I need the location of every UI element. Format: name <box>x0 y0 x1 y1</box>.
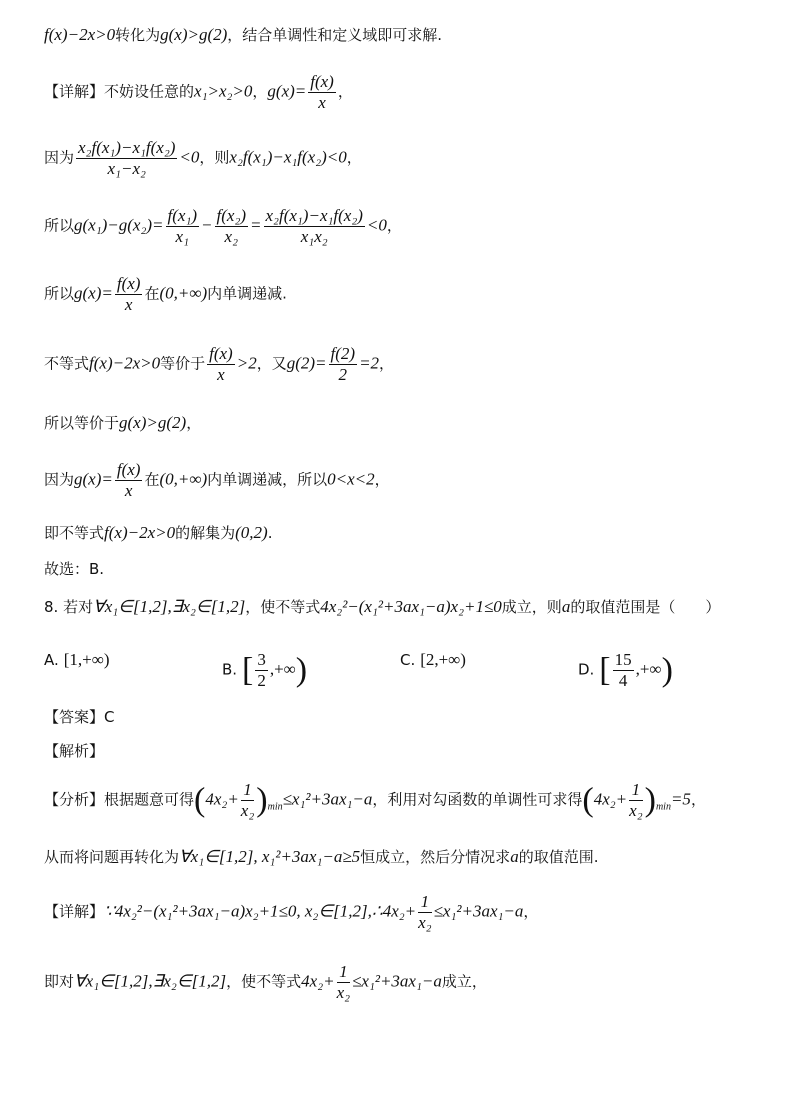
math-expr: g(x)= <box>74 283 113 303</box>
math-expr: − <box>201 215 213 235</box>
analysis-label: 【解析】 <box>44 742 105 760</box>
math-expr: =5 <box>670 789 691 809</box>
fraction-numerator: 15 <box>614 650 632 669</box>
text: 即不等式 <box>44 524 105 542</box>
fraction-numerator: f(x) <box>209 344 233 363</box>
fraction-denominator: x₁x₂ <box>300 227 328 246</box>
fraction-numerator: f(2) <box>330 344 356 363</box>
math-expr: g(x)>g(2) <box>119 413 187 432</box>
text: 所以 <box>44 284 75 303</box>
bracket-open: [ <box>242 651 254 689</box>
text: 不等式 <box>44 354 90 373</box>
fraction-numerator: f(x) <box>116 460 141 479</box>
fraction-numerator: 1 <box>337 962 350 983</box>
answer-label: 【答案】C <box>44 708 115 726</box>
question-8 <box>44 596 720 617</box>
option-c <box>400 650 466 670</box>
paren-open: ( <box>582 781 594 819</box>
label-detail: 【详解】 <box>44 82 105 101</box>
fraction-numerator: x₂f(x₁)−x₁f(x₂) <box>78 138 176 157</box>
text: ， <box>186 414 202 432</box>
math-expr: = <box>250 215 262 235</box>
math-expr: g(x)>g(2) <box>160 25 228 44</box>
text: ，则 <box>199 148 230 167</box>
text: . <box>267 524 273 542</box>
fraction <box>241 780 254 821</box>
math-expr: 4x₂²−(x₁²+3ax₁−a)x₂+1≤0 <box>320 597 502 616</box>
text: ， <box>337 82 353 101</box>
fraction-numerator: 1 <box>241 780 254 801</box>
paren-close: ) <box>256 781 268 819</box>
fraction-numerator: f(x) <box>116 274 141 293</box>
text: 成立，则 <box>501 598 562 616</box>
math-expr: ∀x₁∈[1,2],∃x₂∈[1,2] <box>93 597 246 616</box>
line-4 <box>44 206 402 247</box>
line-9 <box>44 522 272 543</box>
fraction-numerator: f(x) <box>310 72 334 91</box>
fraction <box>115 274 143 315</box>
fraction <box>629 780 642 821</box>
line-3 <box>44 138 362 179</box>
line-2 <box>44 72 353 113</box>
fraction <box>255 650 268 691</box>
fraction <box>207 344 235 385</box>
analysis-line <box>44 740 104 761</box>
math-expr: f(x)−2x>0 <box>89 353 161 373</box>
label-analysis: 【分析】 <box>44 790 105 809</box>
text: ，结合单调性和定义域即可求解. <box>227 26 443 44</box>
text: 因为 <box>44 470 75 489</box>
paren-close: ) <box>661 651 673 689</box>
text: 内单调递减. <box>207 284 287 303</box>
option-suffix: ,+∞ <box>269 659 296 679</box>
fraction-numerator: 1 <box>418 892 431 913</box>
math-expr: g(x₁)−g(x₂)= <box>74 215 164 235</box>
fraction-denominator: 2 <box>338 365 348 384</box>
subscript-min: min <box>267 801 283 813</box>
option-key: A. <box>44 651 59 669</box>
fraction-denominator: x₁ <box>175 227 189 246</box>
question-text: 8. 若对 <box>44 598 94 616</box>
text: 因为 <box>44 148 75 167</box>
option-a <box>44 650 109 670</box>
line-14 <box>44 780 706 821</box>
text: 所以 <box>44 216 75 235</box>
math-expr: 0<x<2 <box>327 469 375 489</box>
text: 等价于 <box>160 354 206 373</box>
fraction-denominator: 2 <box>257 671 266 690</box>
text: ，使不等式 <box>226 972 302 991</box>
line-8 <box>44 460 390 501</box>
line-5 <box>44 274 287 315</box>
fraction <box>166 206 200 247</box>
math-expr: a <box>561 597 571 616</box>
text: ， <box>386 216 402 235</box>
math-expr: (0,+∞) <box>159 469 208 489</box>
math-expr: >2 <box>236 353 257 373</box>
text: 内单调递减，所以 <box>207 470 328 489</box>
fraction-numerator: f(x₁) <box>167 206 198 225</box>
math-expr: ≤x₁²+3ax₁−a <box>282 789 373 809</box>
math-expr: ≤x₁²+3ax₁−a <box>352 971 442 991</box>
line-7 <box>44 412 201 433</box>
math-expr: ≤x₁²+3ax₁−a <box>433 901 524 921</box>
fraction-denominator: x₂ <box>629 801 643 820</box>
fraction-denominator: x <box>318 93 326 112</box>
math-expr: <0 <box>366 215 387 235</box>
text: ，利用对勾函数的单调性可求得 <box>372 790 583 809</box>
text: 恒成立，然后分情况求 <box>360 848 511 866</box>
subscript-min: min <box>655 801 671 813</box>
math-expr: <0 <box>179 147 200 167</box>
math-expr: ∀x₁∈[1,2],∃x₂∈[1,2] <box>74 971 227 991</box>
math-expr: f(x)−2x>0 <box>44 25 116 44</box>
fraction-numerator: 1 <box>629 780 642 801</box>
fraction <box>215 206 249 247</box>
fraction <box>337 962 350 1003</box>
text: 在 <box>144 284 160 303</box>
paren-open: ( <box>194 781 206 819</box>
text: 根据题意可得 <box>104 790 195 809</box>
fraction-denominator: x₂ <box>224 227 238 246</box>
fraction-denominator: x <box>124 481 133 500</box>
text: ，使不等式 <box>245 598 321 616</box>
fraction <box>418 892 431 933</box>
fraction-denominator: x₂ <box>336 983 351 1002</box>
paren-close: ) <box>644 781 656 819</box>
text: ， <box>374 470 390 489</box>
math-expr: f(x)−2x>0 <box>104 523 176 542</box>
fraction-numerator: x₂f(x₁)−x₁f(x₂) <box>265 206 363 225</box>
fraction <box>329 344 358 385</box>
text: 成立， <box>441 972 487 991</box>
fraction <box>115 460 143 501</box>
math-expr: x₂f(x₁)−x₁f(x₂)<0 <box>229 147 347 167</box>
option-key: D. <box>578 660 595 679</box>
math-expr: x₁>x₂>0 <box>194 81 253 101</box>
bracket-open: [ <box>599 651 611 689</box>
line-17 <box>44 962 487 1003</box>
text: ， <box>690 790 706 809</box>
paren-close: ) <box>295 651 308 689</box>
text: 在 <box>144 470 160 489</box>
math-expr: g(2)= <box>286 353 327 373</box>
math-expr: a <box>510 847 519 866</box>
text: ， <box>379 354 395 373</box>
text: 所以等价于 <box>44 414 120 432</box>
option-d <box>578 650 673 691</box>
line-15 <box>44 846 598 867</box>
option-key: B. <box>222 660 238 679</box>
fraction <box>613 650 634 691</box>
math-expr: 4x₂+ <box>593 789 628 809</box>
line-16 <box>44 892 538 933</box>
answer-line <box>44 706 114 727</box>
fraction-denominator: 4 <box>618 671 628 690</box>
math-expr: 4x₂+ <box>301 971 335 991</box>
fraction-numerator: f(x₂) <box>216 206 247 225</box>
fraction-denominator: x₁−x₂ <box>107 159 146 178</box>
text: 即对 <box>44 972 75 991</box>
text: 的取值范围是（ ） <box>570 598 721 616</box>
text: 转化为 <box>115 26 161 44</box>
option-b <box>222 650 307 691</box>
fraction <box>76 138 177 179</box>
math-expr: 4x₂+ <box>205 789 239 809</box>
math-expr: ∀x₁∈[1,2], x₁²+3ax₁−a≥5 <box>179 847 361 866</box>
line-10 <box>44 558 104 579</box>
text: 从而将问题再转化为 <box>44 848 180 866</box>
text: ， <box>523 902 539 921</box>
fraction-denominator: x <box>124 295 133 314</box>
fraction-numerator: 3 <box>257 650 266 669</box>
math-expr: g(x)= <box>267 81 307 101</box>
label-detail: 【详解】 <box>44 902 105 921</box>
math-expr: g(x)= <box>74 469 113 489</box>
fraction <box>308 72 336 113</box>
fraction-denominator: x <box>217 365 225 384</box>
math-expr: (0,2) <box>235 523 268 542</box>
fraction-denominator: x₂ <box>418 913 432 932</box>
text: 的取值范围. <box>518 848 599 866</box>
option-value: [1,+∞) <box>63 650 110 669</box>
text: 不妨设任意的 <box>104 82 195 101</box>
line-1 <box>44 24 442 45</box>
option-key: C. <box>400 651 416 669</box>
fraction-denominator: x₂ <box>240 801 255 820</box>
option-suffix: ,+∞ <box>635 659 662 679</box>
math-expr: ∵4x₂²−(x₁²+3ax₁−a)x₂+1≤0, x₂∈[1,2],∴4x₂+ <box>104 901 417 921</box>
text: 的解集为 <box>175 524 236 542</box>
option-value: [2,+∞) <box>420 650 466 669</box>
math-expr: =2 <box>359 353 380 373</box>
text: ， <box>346 148 362 167</box>
line-6 <box>44 344 394 385</box>
math-expr: (0,+∞) <box>159 283 208 303</box>
text: ， <box>252 82 268 101</box>
fraction <box>264 206 365 247</box>
text: ，又 <box>256 354 287 373</box>
text: 故选：B. <box>44 560 105 578</box>
